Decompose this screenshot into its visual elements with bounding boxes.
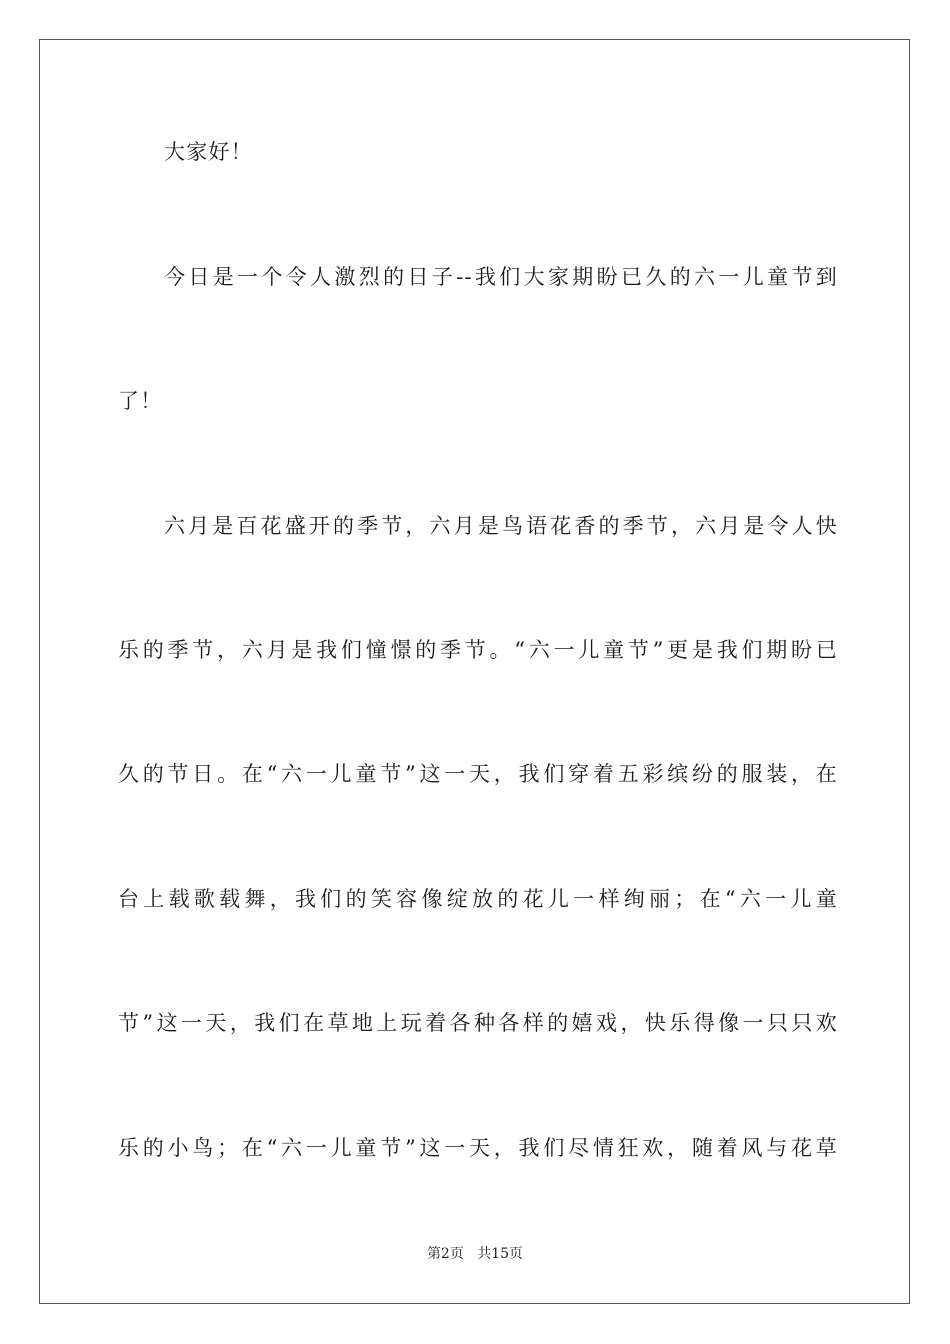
page-total: 共15页 xyxy=(477,1246,524,1262)
paragraph-2-line-4: 台上载歌载舞，我们的笑容像绽放的花儿一样绚丽；在“六一儿童 xyxy=(118,887,838,911)
paragraph-2-line-3: 久的节日。在“六一儿童节”这一天，我们穿着五彩缤纷的服装，在 xyxy=(118,762,838,786)
paragraph-1-line-1: 今日是一个令人激烈的日子--我们大家期盼已久的六一儿童节到 xyxy=(164,265,838,289)
paragraph-2-line-6: 乐的小鸟；在“六一儿童节”这一天，我们尽情狂欢，随着风与花草 xyxy=(118,1136,838,1160)
page-footer xyxy=(0,1245,950,1263)
page-border xyxy=(39,39,910,1304)
paragraph-1-line-2: 了！ xyxy=(118,389,163,413)
paragraph-2-line-5: 节”这一天，我们在草地上玩着各种各样的嬉戏，快乐得像一只只欢 xyxy=(118,1011,838,1035)
greeting-line: 大家好！ xyxy=(164,140,253,164)
page-number: 第2页 xyxy=(426,1246,464,1262)
paragraph-2-line-2: 乐的季节，六月是我们憧憬的季节。“六一儿童节”更是我们期盼已 xyxy=(118,638,838,662)
paragraph-2-line-1: 六月是百花盛开的季节，六月是鸟语花香的季节，六月是令人快 xyxy=(164,514,838,538)
